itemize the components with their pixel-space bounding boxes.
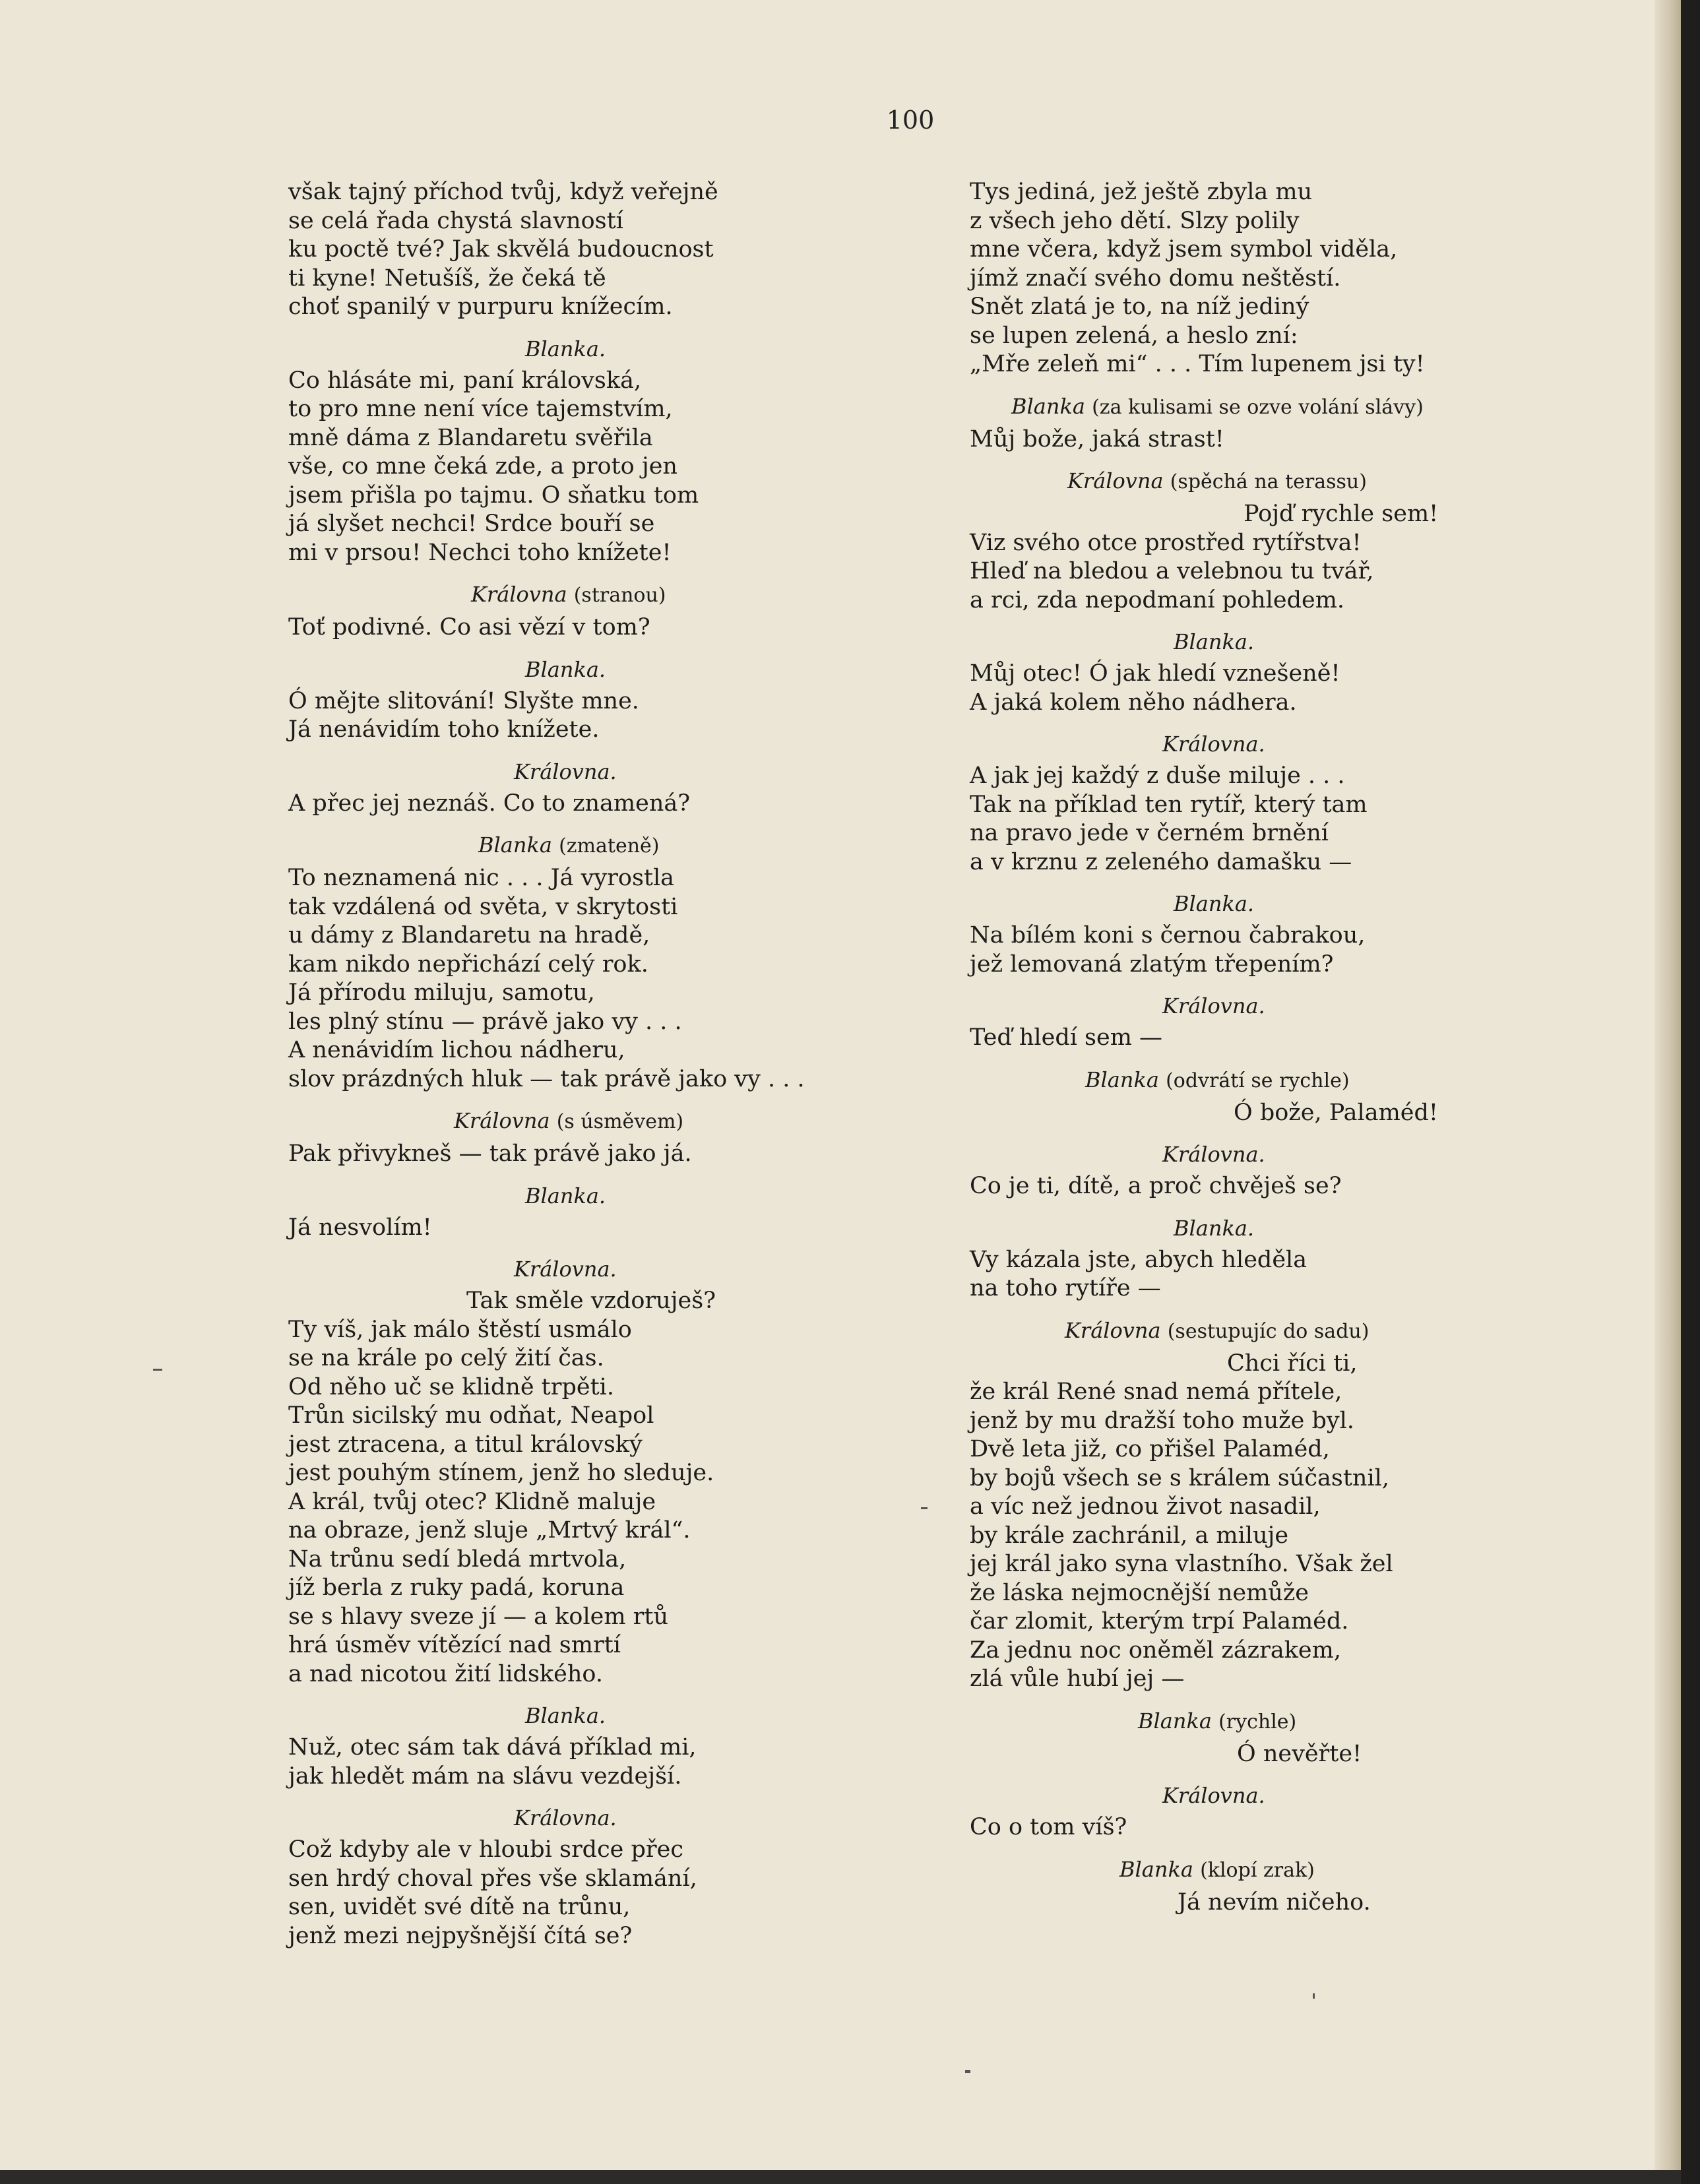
- speaker-heading: [288, 1805, 869, 1830]
- speaker-heading: [970, 1067, 1484, 1094]
- verse-line: Pak přivykneš — tak právě jako já.: [288, 1140, 692, 1167]
- verse-line: z všech jeho dětí. Slzy polily: [970, 207, 1300, 234]
- verse-line: Od něho uč se klidně trpěti.: [288, 1373, 614, 1400]
- stage-direction: (stranou): [573, 584, 666, 607]
- speaker-name: Blanka: [1138, 1708, 1212, 1733]
- speaker-name: Královna.: [1162, 993, 1265, 1018]
- verse-line: a v krznu z zeleného damašku —: [970, 848, 1352, 875]
- verse-line: Hleď na bledou a velebnou tu tvář,: [970, 558, 1374, 584]
- stage-direction: (spěchá na terassu): [1170, 470, 1367, 493]
- stage-direction: (s úsměvem): [556, 1110, 684, 1133]
- speaker-name: Královna.: [514, 759, 617, 784]
- verse-line: A přec jej neznáš. Co to znamená?: [288, 790, 690, 817]
- stage-direction: (klopí zrak): [1200, 1858, 1315, 1882]
- book-binding: [1681, 0, 1700, 2184]
- verse-line: Já nesvolím!: [288, 1214, 432, 1241]
- verse-line: A nenávidím lichou nádheru,: [288, 1037, 625, 1063]
- speaker-heading: [288, 336, 869, 361]
- verse-line: se s hlavy sveze jí — a kolem rtů: [288, 1603, 669, 1630]
- speaker-name: Blanka.: [1174, 891, 1255, 916]
- speaker-name: Blanka.: [1174, 1215, 1255, 1241]
- verse-line: vše, co mne čeká zde, a proto jen: [288, 453, 677, 480]
- verse-line: A jaká kolem něho nádhera.: [970, 689, 1297, 716]
- verse-line: Já nevím ničeho.: [1178, 1888, 1371, 1916]
- verse-line: mi v prsou! Nechci toho knížete!: [288, 539, 672, 566]
- verse-line: se celá řada chystá slavností: [288, 207, 623, 234]
- verse-line: na obraze, jenž sluje „Mrtvý král“.: [288, 1517, 691, 1544]
- verse-line: sen, uvidět své dítě na trůnu,: [288, 1894, 631, 1920]
- verse-line: Za jednu noc oněměl zázrakem,: [970, 1637, 1341, 1664]
- verse-line: Teď hledí sem —: [970, 1024, 1163, 1051]
- verse-line: slov prázdných hluk — tak právě jako vy . . .: [288, 1065, 805, 1092]
- verse-line: A král, tvůj otec? Klidně maluje: [288, 1488, 656, 1515]
- speaker-name: Blanka.: [525, 1183, 606, 1208]
- verse-line: Co hlásáte mi, paní královská,: [288, 367, 642, 394]
- page-number: 100: [886, 106, 935, 135]
- verse-line: Vy kázala jste, abych hleděla: [970, 1246, 1307, 1273]
- speaker-name: Královna.: [514, 1805, 617, 1830]
- speaker-heading: [970, 732, 1484, 757]
- speaker-heading: [970, 1318, 1484, 1344]
- speaker-name: Královna: [454, 1108, 550, 1133]
- verse-line: Viz svého otce prostřed rytířstva!: [970, 529, 1362, 556]
- verse-line: jenž mezi nejpyšnější čítá se?: [288, 1922, 633, 1949]
- speaker-heading: [970, 468, 1484, 495]
- verse-line: jež lemovaná zlatým třepením?: [970, 951, 1334, 978]
- verse-line: Můj otec! Ó jak hledí vznešeně!: [970, 660, 1340, 687]
- speaker-heading: [970, 394, 1484, 420]
- verse-line: hrá úsměv vítězící nad smrtí: [288, 1632, 621, 1658]
- stage-direction: (za kulisami se ozve volání slávy): [1092, 395, 1424, 419]
- speaker-name: Královna: [471, 582, 567, 607]
- speaker-name: Blanka.: [1174, 629, 1255, 654]
- speaker-name: Královna: [1067, 468, 1164, 493]
- verse-line: Tak směle vzdoruješ?: [466, 1288, 716, 1314]
- verse-line: Což kdyby ale v hloubi srdce přec: [288, 1836, 683, 1863]
- speaker-name: Blanka: [1011, 393, 1085, 419]
- verse-line: Snět zlatá je to, na níž jediný: [970, 294, 1309, 320]
- verse-line: že král René snad nemá přítele,: [970, 1379, 1342, 1405]
- verse-line: To neznamená nic . . . Já vyrostla: [288, 865, 675, 891]
- verse-line: jímž značí svého domu neštěstí.: [970, 265, 1341, 292]
- speaker-heading: [970, 1216, 1484, 1241]
- verse-line: jej král jako syna vlastního. Však žel: [970, 1551, 1393, 1577]
- verse-line: jsem přišla po tajmu. O sňatku tom: [288, 482, 699, 509]
- speaker-name: Blanka: [478, 832, 552, 858]
- speaker-name: Královna.: [1162, 1142, 1265, 1167]
- verse-line: na pravo jede v černém brnění: [970, 820, 1329, 846]
- speaker-heading: [288, 832, 869, 859]
- speaker-heading: [970, 993, 1484, 1018]
- verse-line: tak vzdálená od světa, v skrytosti: [288, 893, 678, 920]
- verse-line: choť spanilý v purpuru knížecím.: [288, 294, 673, 320]
- verse-line: Tys jediná, jež ještě zbyla mu: [970, 179, 1313, 205]
- verse-line: A jak jej každý z duše miluje . . .: [970, 763, 1345, 789]
- verse-line: Co je ti, dítě, a proč chvěješ se?: [970, 1173, 1342, 1199]
- verse-line: jest pouhým stínem, jenž ho sleduje.: [288, 1460, 714, 1486]
- verse-line: Nuž, otec sám tak dává příklad mi,: [288, 1734, 697, 1761]
- speaker-heading: [970, 1783, 1484, 1808]
- speaker-name: Blanka: [1085, 1067, 1159, 1092]
- verse-line: čar zlomit, kterým trpí Palaméd.: [970, 1608, 1349, 1635]
- verse-line: a nad nicotou žití lidského.: [288, 1660, 603, 1687]
- verse-line: Toť podivné. Co asi vězí v tom?: [288, 614, 650, 640]
- speaker-name: Královna.: [1162, 1783, 1265, 1808]
- print-speck: [153, 1369, 162, 1371]
- verse-line: Na trůnu sedí bledá mrtvola,: [288, 1545, 627, 1573]
- stage-direction: (zmateně): [559, 834, 660, 858]
- speaker-heading: [970, 1142, 1484, 1167]
- verse-line: mně dáma z Blandaretu svěřila: [288, 424, 653, 451]
- verse-line: jíž berla z ruky padá, koruna: [288, 1575, 625, 1601]
- verse-line: Dvě leta již, co přišel Palaméd,: [970, 1436, 1330, 1462]
- verse-line: Já přírodu miluju, samotu,: [288, 980, 595, 1006]
- speaker-heading: [288, 582, 869, 608]
- verse-line: ti kyne! Netušíš, že čeká tě: [288, 265, 606, 292]
- speaker-heading: [288, 1703, 869, 1728]
- verse-line: se na krále po celý žití čas.: [288, 1345, 604, 1371]
- speaker-name: Blanka.: [525, 336, 606, 361]
- verse-line: a víc než jednou život nasadil,: [970, 1493, 1321, 1520]
- stage-direction: (sestupujíc do sadu): [1167, 1319, 1369, 1343]
- speaker-name: Královna.: [514, 1257, 617, 1282]
- verse-line: že láska nejmocnější nemůže: [970, 1579, 1309, 1606]
- verse-line: a rci, zda nepodmaní pohledem.: [970, 586, 1345, 613]
- speaker-name: Blanka.: [525, 656, 606, 682]
- speaker-name: Blanka: [1119, 1856, 1193, 1882]
- verse-line: „Mře zeleň mi“ . . . Tím lupenem jsi ty!: [970, 351, 1425, 377]
- verse-line: jest ztracena, a titul královský: [288, 1431, 643, 1458]
- speaker-name: Královna.: [1162, 732, 1265, 757]
- verse-line: les plný stínu — právě jako vy . . .: [288, 1008, 682, 1035]
- left-column: [288, 178, 869, 1950]
- verse-line: Chci říci ti,: [1227, 1350, 1358, 1377]
- verse-line: Pojď rychle sem!: [1244, 501, 1439, 527]
- verse-line: Tak na příklad ten rytíř, který tam: [970, 791, 1368, 818]
- verse-line: zlá vůle hubí jej —: [970, 1666, 1185, 1692]
- speaker-name: Blanka.: [525, 1703, 606, 1728]
- verse-line: mne včera, když jsem symbol viděla,: [970, 236, 1398, 263]
- verse-line: ku poctě tvé? Jak skvělá budoucnost: [288, 236, 714, 263]
- verse-line: jenž by mu dražší toho muže byl.: [970, 1407, 1354, 1434]
- stage-direction: (rychle): [1218, 1710, 1297, 1733]
- speaker-heading: [970, 629, 1484, 654]
- page-edge: [1654, 0, 1681, 2170]
- verse-line: u dámy z Blandaretu na hradě,: [288, 922, 650, 949]
- verse-line: já slyšet nechci! Srdce bouří se: [288, 511, 655, 537]
- verse-line: Na bílém koni s černou čabrakou,: [970, 922, 1366, 949]
- verse-line: však tajný příchod tvůj, když veřejně: [288, 179, 718, 205]
- verse-line: sen hrdý choval přes vše sklamání,: [288, 1865, 697, 1892]
- verse-line: Trůn sicilský mu odňat, Neapol: [288, 1402, 654, 1429]
- verse-line: by bojů všech se s králem súčastnil,: [970, 1464, 1389, 1491]
- verse-line: Já nenávidím toho knížete.: [288, 716, 600, 743]
- verse-line: Ó mějte slitování! Slyšte mne.: [288, 687, 639, 714]
- speaker-heading: [970, 1708, 1484, 1735]
- verse-line: na toho rytíře —: [970, 1275, 1161, 1301]
- verse-line: to pro mne není více tajemstvím,: [288, 396, 673, 422]
- verse-line: Ó nevěřte!: [1237, 1740, 1362, 1767]
- speaker-heading: [288, 1108, 869, 1135]
- speaker-heading: [970, 1857, 1484, 1883]
- stage-direction: (odvrátí se rychle): [1166, 1069, 1350, 1092]
- verse-line: Co o tom víš?: [970, 1814, 1127, 1840]
- print-speck: [965, 2070, 970, 2073]
- verse-line: Ty víš, jak málo štěstí usmálo: [288, 1316, 632, 1343]
- speaker-heading: [970, 891, 1484, 916]
- print-speck: [1313, 1993, 1315, 1999]
- verse-line: Ó bože, Palaméd!: [1234, 1099, 1438, 1126]
- verse-line: kam nikdo nepřichází celý rok.: [288, 951, 648, 978]
- speaker-name: Královna: [1065, 1317, 1161, 1343]
- verse-line: Můj bože, jaká strast!: [970, 425, 1224, 452]
- print-speck: [921, 1507, 928, 1509]
- speaker-heading: [288, 1257, 869, 1282]
- speaker-heading: [288, 1183, 869, 1208]
- speaker-heading: [288, 657, 869, 682]
- speaker-heading: [288, 759, 869, 784]
- verse-line: se lupen zelená, a heslo zní:: [970, 322, 1298, 349]
- verse-line: by krále zachránil, a miluje: [970, 1522, 1289, 1549]
- right-column: [970, 178, 1484, 1917]
- verse-line: jak hledět mám na slávu vezdejší.: [288, 1763, 682, 1790]
